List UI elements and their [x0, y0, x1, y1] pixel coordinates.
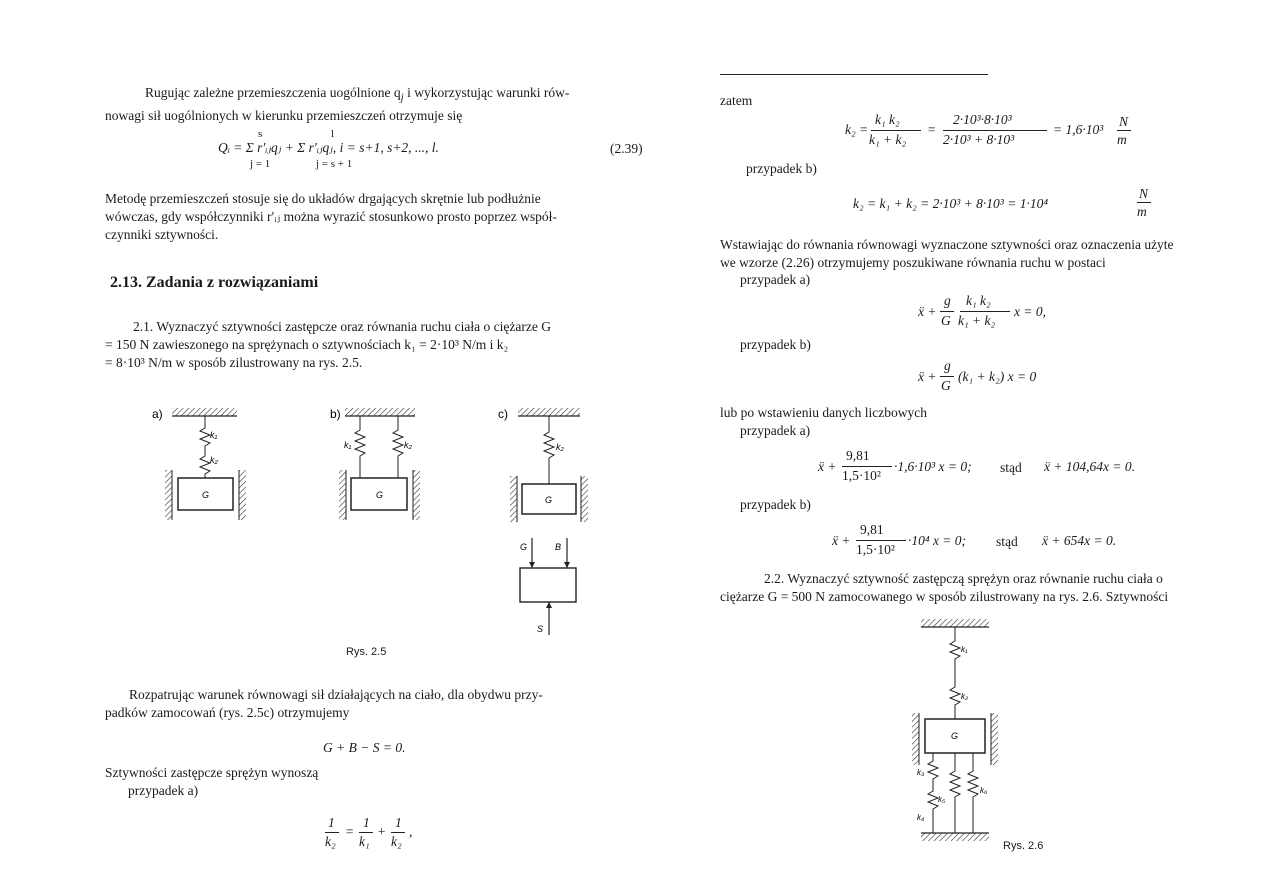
label-k1-2-6: k₁	[961, 645, 968, 654]
spring-k2-2-6	[950, 677, 960, 719]
force-G: G	[520, 542, 528, 552]
num-a-den: 1,5·10²	[842, 468, 881, 483]
motion-a-pre: ẍ +	[918, 304, 937, 319]
p2-line1: Metodę przemieszczeń stosuje się do układów drgających skrętnie lub podłużnie	[105, 191, 541, 206]
eq239-sum1-bot: j = 1	[250, 158, 271, 170]
num-a-pre: ẍ +	[818, 459, 837, 474]
p3-line1: Rozpatrując warunek równowagi sił działających na ciało, dla obydwu przy-	[129, 687, 543, 702]
ceiling-b	[345, 408, 415, 416]
kz-b-unit-den: m	[1137, 204, 1147, 219]
kz-a-lhs: k₂ =	[845, 122, 869, 137]
kz-a-f1-num: k₁ k₂	[875, 112, 900, 127]
series-r2-num: 1	[395, 815, 402, 830]
equation-2-39	[218, 128, 648, 170]
equation-kz-a: k₂ = k₁ k₂ k₁ + k₂ = 2·10³·8·10³ 2·10³ + 8·10³ = 1,6·10³ N m	[845, 112, 1245, 152]
equation-motion-b	[918, 358, 1058, 400]
case-b-label: przypadek b)	[746, 161, 817, 176]
p1-sub: j	[400, 91, 404, 104]
task1-line2: = 150 N zawieszonego na sprężynach o sztywnościach k₁ = 2·10³ N/m i k₂	[105, 337, 509, 352]
task2-line1: 2.2. Wyznaczyć sztywność zastępczą sprężyn oraz równanie ruchu ciała o	[764, 571, 1163, 586]
paragraph-3	[105, 686, 645, 722]
num-b-result: ẍ + 654x = 0.	[1042, 533, 1117, 548]
spring-k5-2-6	[950, 753, 960, 833]
kz-b-body: k₂ = k₁ + k₂ = 2·10³ + 8·10³ = 1·10⁴	[853, 196, 1049, 211]
task-2-1	[105, 318, 645, 372]
label-G-c: G	[545, 495, 553, 505]
force-S: S	[537, 624, 544, 634]
num-b-pre: ẍ +	[832, 533, 851, 548]
eq239-sum2-bot: j = s + 1	[316, 158, 353, 170]
caption-2-5: Rys. 2.5	[346, 646, 387, 658]
label-k4-2-6: k₄	[917, 813, 925, 822]
label-k2-b: k₂	[404, 440, 412, 450]
floor-2-6	[921, 833, 989, 841]
task1-line3: = 8·10³ N/m w sposób zilustrowany na rys. 2.5.	[105, 355, 363, 370]
fig-label-c: c)	[498, 407, 508, 421]
motion-a-post: x = 0,	[1014, 304, 1046, 319]
case-a-label: przypadek a)	[128, 783, 199, 798]
paragraph-1	[105, 84, 645, 125]
spring-k6-2-6	[968, 753, 978, 833]
eq239-number: (2.39)	[610, 141, 643, 156]
num-a-post: ·1,6·10³ x = 0;	[894, 459, 972, 474]
footnote-rule	[720, 74, 988, 75]
series-lhs-num: 1	[328, 815, 335, 830]
spring-k1-b	[355, 416, 365, 478]
kz-a-unit-num: N	[1119, 114, 1129, 129]
kz-b-unit-num: N	[1139, 186, 1149, 201]
kz-a-f1-den: k₁ + k₂	[869, 132, 907, 147]
label-G-a: G	[202, 490, 210, 500]
case-b3-label: przypadek b)	[740, 497, 811, 512]
motion-a-f1-den: G	[941, 313, 951, 328]
label-k5-2-6: k₅	[938, 795, 946, 804]
motion-b-post: (k₁ + k₂) x = 0	[958, 369, 1037, 384]
spring-kz-c	[544, 416, 554, 484]
task2-line2: ciężarze G = 500 N zamocowanego w sposób zilustrowany na rys. 2.6. Sztywności	[720, 589, 1169, 604]
equation-numeric-b	[832, 522, 1142, 562]
p2-line2: wówczas, gdy współczynniki r′ᵢⱼ można wyrazić stosunkowo prosto poprzez współ-	[105, 209, 557, 224]
free-body	[520, 568, 576, 602]
ceiling-a	[172, 408, 237, 416]
p5-line1: Wstawiając do równania równowagi wyznaczone sztywności oraz oznaczenia użyte	[720, 237, 1174, 252]
motion-a-f2-num: k₁ k₂	[966, 293, 991, 308]
zatem: zatem	[720, 93, 753, 108]
label-k2-a: k₂	[210, 455, 218, 465]
equation-kz-b	[853, 186, 1173, 222]
series-r1-num: 1	[363, 815, 370, 830]
paragraph-4: Sztywności zastępcze sprężyn wynoszą	[105, 765, 319, 780]
num-b-post: ·10⁴ x = 0;	[908, 533, 967, 548]
ceiling-2-6	[921, 619, 989, 627]
num-b-num: 9,81	[860, 522, 884, 537]
label-k1-a: k₁	[210, 430, 218, 440]
caption-2-6: Rys. 2.6	[1003, 840, 1044, 852]
case-a2-label: przypadek a)	[740, 272, 811, 287]
spring-k2-b	[393, 416, 403, 478]
label-k1-b: k₁	[344, 440, 352, 450]
motion-b-f-num: g	[944, 358, 951, 373]
series-r1-den: k₁	[359, 834, 370, 849]
force-B: B	[555, 542, 562, 552]
motion-b-pre: ẍ +	[918, 369, 937, 384]
label-G-b: G	[376, 490, 384, 500]
p1-line1-end: i wykorzystując warunki rów-	[403, 85, 570, 100]
eq239-sum1-top: s	[258, 128, 263, 140]
fig-label-b: b)	[330, 407, 341, 421]
fig-label-a: a)	[152, 407, 163, 421]
label-G-2-6: G	[951, 731, 959, 741]
equation-motion-a	[918, 293, 1078, 335]
task-2-2	[720, 570, 1242, 606]
p2-line3: czynniki sztywności.	[105, 227, 219, 242]
figure-2-6	[905, 615, 1005, 855]
paragraph-6: lub po wstawieniu danych liczbowych	[720, 405, 927, 420]
num-a-result: ẍ + 104,64x = 0.	[1044, 459, 1135, 474]
ceiling-c	[518, 408, 580, 416]
num-a-num: 9,81	[846, 448, 870, 463]
section-heading: 2.13. Zadania z rozwiązaniami	[110, 274, 319, 291]
kz-a-f2-num: 2·10³·8·10³	[953, 112, 1012, 127]
kz-a-f2-den: 2·10³ + 8·10³	[943, 132, 1015, 147]
p1-line2: nowagi sił uogólnionych w kierunku przemieszczeń otrzymuje się	[105, 107, 463, 123]
task1-line1: 2.1. Wyznaczyć sztywności zastępcze oraz równania ruchu ciała o ciężarze G	[133, 319, 551, 334]
spring-k3-k4-2-6	[928, 753, 938, 833]
label-k3-2-6: k₃	[917, 768, 925, 777]
paragraph-2	[105, 190, 645, 244]
eq239-sum2-top: l	[331, 128, 335, 140]
num-b-den: 1,5·10²	[856, 542, 895, 557]
eq239-body: Qᵢ = Σ r′ᵢⱼqⱼ + Σ r′ᵢⱼqⱼ, i = s+1, s+2, ..., l.	[218, 140, 439, 155]
num-b-stad: stąd	[996, 534, 1018, 549]
spring-k1-a	[200, 416, 210, 450]
p3-line2: padków zamocowań (rys. 2.5c) otrzymujemy	[105, 705, 350, 720]
motion-a-f2-den: k₁ + k₂	[958, 313, 996, 328]
label-k6-2-6: k₆	[980, 786, 988, 795]
equation-series: 1 k₂ = 1 k₁ + 1 k₂ ,	[325, 815, 413, 849]
paragraph-5	[720, 236, 1242, 272]
spring-k1-2-6	[950, 627, 960, 677]
equation-numeric-a	[818, 448, 1158, 488]
series-lhs-den: k₂	[325, 834, 336, 849]
case-b2-label: przypadek b)	[740, 337, 811, 352]
figure-2-5	[140, 400, 610, 660]
case-a3-label: przypadek a)	[740, 423, 811, 438]
kz-a-unit-den: m	[1117, 132, 1127, 147]
kz-a-result: = 1,6·10³	[1053, 122, 1104, 137]
motion-b-f-den: G	[941, 378, 951, 393]
label-kz-c: k₂	[556, 442, 564, 452]
spring-k2-a	[200, 450, 210, 478]
num-a-stad: stąd	[1000, 460, 1022, 475]
p1-line1: Rugując zależne przemieszczenia uogólnione q	[145, 85, 401, 100]
p5-line2: we wzorze (2.26) otrzymujemy poszukiwane równania ruchu w postaci	[720, 255, 1106, 270]
label-k2-2-6: k₂	[961, 692, 969, 701]
equation-balance: G + B − S = 0.	[323, 740, 406, 755]
motion-a-f1-num: g	[944, 293, 951, 308]
series-r2-den: k₂	[391, 834, 402, 849]
